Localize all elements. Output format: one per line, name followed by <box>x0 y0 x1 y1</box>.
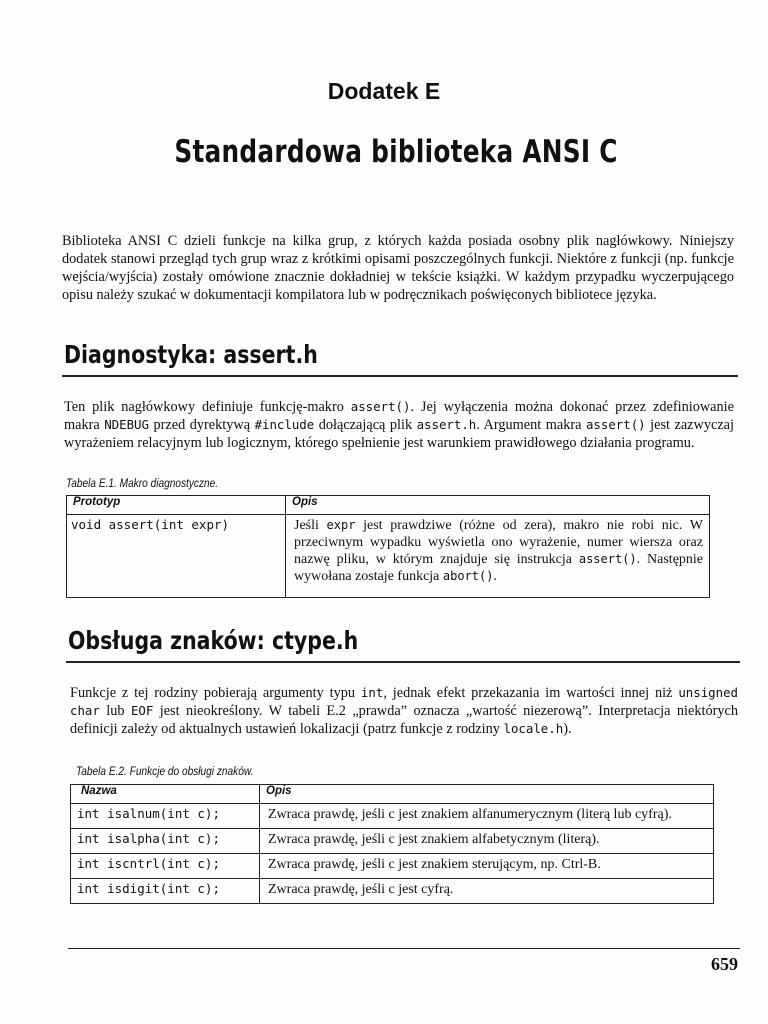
page-title: Standardowa biblioteka ANSI C <box>174 134 618 170</box>
table-cell-prototype: int isalnum(int c); <box>71 804 260 829</box>
page-number: 659 <box>711 954 738 974</box>
table-cell-description: Zwraca prawdę, jeśli c jest znakiem sterującym, np. Ctrl-B. <box>260 854 714 879</box>
appendix-label: Dodatek E <box>327 78 441 104</box>
table-e2 <box>70 784 714 904</box>
table-row <box>71 804 714 829</box>
table-row <box>71 854 714 879</box>
table-header-nazwa: Nazwa <box>71 785 260 804</box>
assert-paragraph: Ten plik nagłówkowy definiuje funkcję-makro assert(). Jej wyłączenia można dokonać przez zdefiniowanie makra NDEBUG przed dyrektywą #include dołączającą plik assert.h. Argument makra assert() jest zazwyczaj wyrażeniem relacyjnym lub logicznym, którego spełnienie jest warunkiem prawidłowego działania programu. <box>64 399 735 451</box>
table-e1 <box>66 495 710 598</box>
table-cell-prototype: int isdigit(int c); <box>71 879 260 904</box>
table-header-prototyp: Prototyp <box>67 496 286 515</box>
intro-paragraph: Biblioteka ANSI C dzieli funkcje na kilka grup, z których każda posiada osobny plik nagłówkowy. Niniejszy dodatek stanowi przegląd tych grup wraz z krótkimi opisami poszczególnych funkcji. Niektóre z funkcji (np. funkcje wejścia/wyjścia) zostały omówione znacznie dokładniej w tekście książki. W każdym przypadku wyczerpującego opisu należy szukać w dokumentacji kompilatora lub w podręcznikach poświęconych bibliotece języka. <box>62 233 734 303</box>
section-rule <box>66 661 740 663</box>
table-row <box>67 515 710 598</box>
footer-rule <box>68 948 740 949</box>
table-cell-description: Zwraca prawdę, jeśli c jest cyfrą. <box>260 879 714 904</box>
table-header-opis: Opis <box>286 496 710 515</box>
table-caption-e1: Tabela E.1. Makro diagnostyczne. <box>66 478 219 490</box>
table-header-opis: Opis <box>260 785 714 804</box>
table-cell-prototype: void assert(int expr) <box>67 515 286 598</box>
table-cell-prototype: int isalpha(int c); <box>71 829 260 854</box>
table-cell-description: Zwraca prawdę, jeśli c jest znakiem alfanumerycznym (literą lub cyfrą). <box>260 804 714 829</box>
table-row <box>71 879 714 904</box>
table-cell-description: Zwraca prawdę, jeśli c jest znakiem alfabetycznym (literą). <box>260 829 714 854</box>
section-heading-assert: Diagnostyka: assert.h <box>64 340 318 369</box>
ctype-paragraph: Funkcje z tej rodziny pobierają argumenty typu int, jednak efekt przekazania im wartości innej niż unsigned char lub EOF jest nieokreślony. W tabeli E.2 „prawda” oznacza „wartość niezerową”. Interpretacja niektórych definicji zależy od aktualnych ustawień lokalizacji (patrz funkcje z rodziny locale.h). <box>70 685 739 737</box>
section-heading-ctype: Obsługa znaków: ctype.h <box>68 626 359 655</box>
table-caption-e2: Tabela E.2. Funkcje do obsługi znaków. <box>76 766 254 778</box>
section-rule <box>62 375 738 377</box>
table-cell-description: Jeśli expr jest prawdziwe (różne od zera), makro nie robi nic. W przeciwnym wypadku wyświetla ono wyrażenie, numer wiersza oraz nazwę pliku, w którym znajduje się instrukcja assert(). Następnie wywołana zostaje funkcja abort(). <box>286 515 710 598</box>
table-row <box>71 829 714 854</box>
table-cell-prototype: int iscntrl(int c); <box>71 854 260 879</box>
